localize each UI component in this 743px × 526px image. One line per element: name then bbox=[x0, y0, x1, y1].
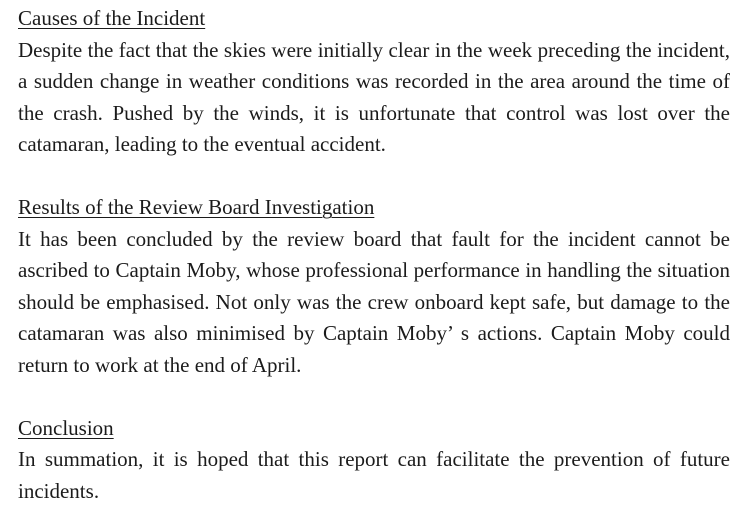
section-conclusion bbox=[18, 413, 730, 508]
section-heading: Results of the Review Board Investigation bbox=[18, 195, 375, 219]
section-review-board bbox=[18, 192, 730, 381]
section-causes bbox=[18, 3, 730, 161]
section-spacer bbox=[18, 161, 730, 193]
section-paragraph: In summation, it is hoped that this report can facilitate the prevention of future incidents. bbox=[18, 447, 730, 503]
section-paragraph: It has been concluded by the review board that fault for the incident cannot be ascribed to Captain Moby, whose professional performance in handling the situation should be emphasised. Not only was the crew onboard kept safe, but damage to the catamaran was also minimised by Captain Moby’ s actions. Captain Moby could return to work at the end of April. bbox=[18, 226, 730, 377]
report-document bbox=[18, 3, 730, 507]
section-heading: Conclusion bbox=[18, 415, 114, 440]
section-paragraph: Despite the fact that the skies were initially clear in the week preceding the incident, a sudden change in weather conditions was recorded in the area around the time of the crash. Pushed by the winds, it is unfortunate that control was lost over the catamaran, leading to the eventual accident. bbox=[18, 37, 730, 156]
section-spacer bbox=[18, 381, 730, 413]
section-heading: Causes of the Incident bbox=[18, 6, 206, 30]
